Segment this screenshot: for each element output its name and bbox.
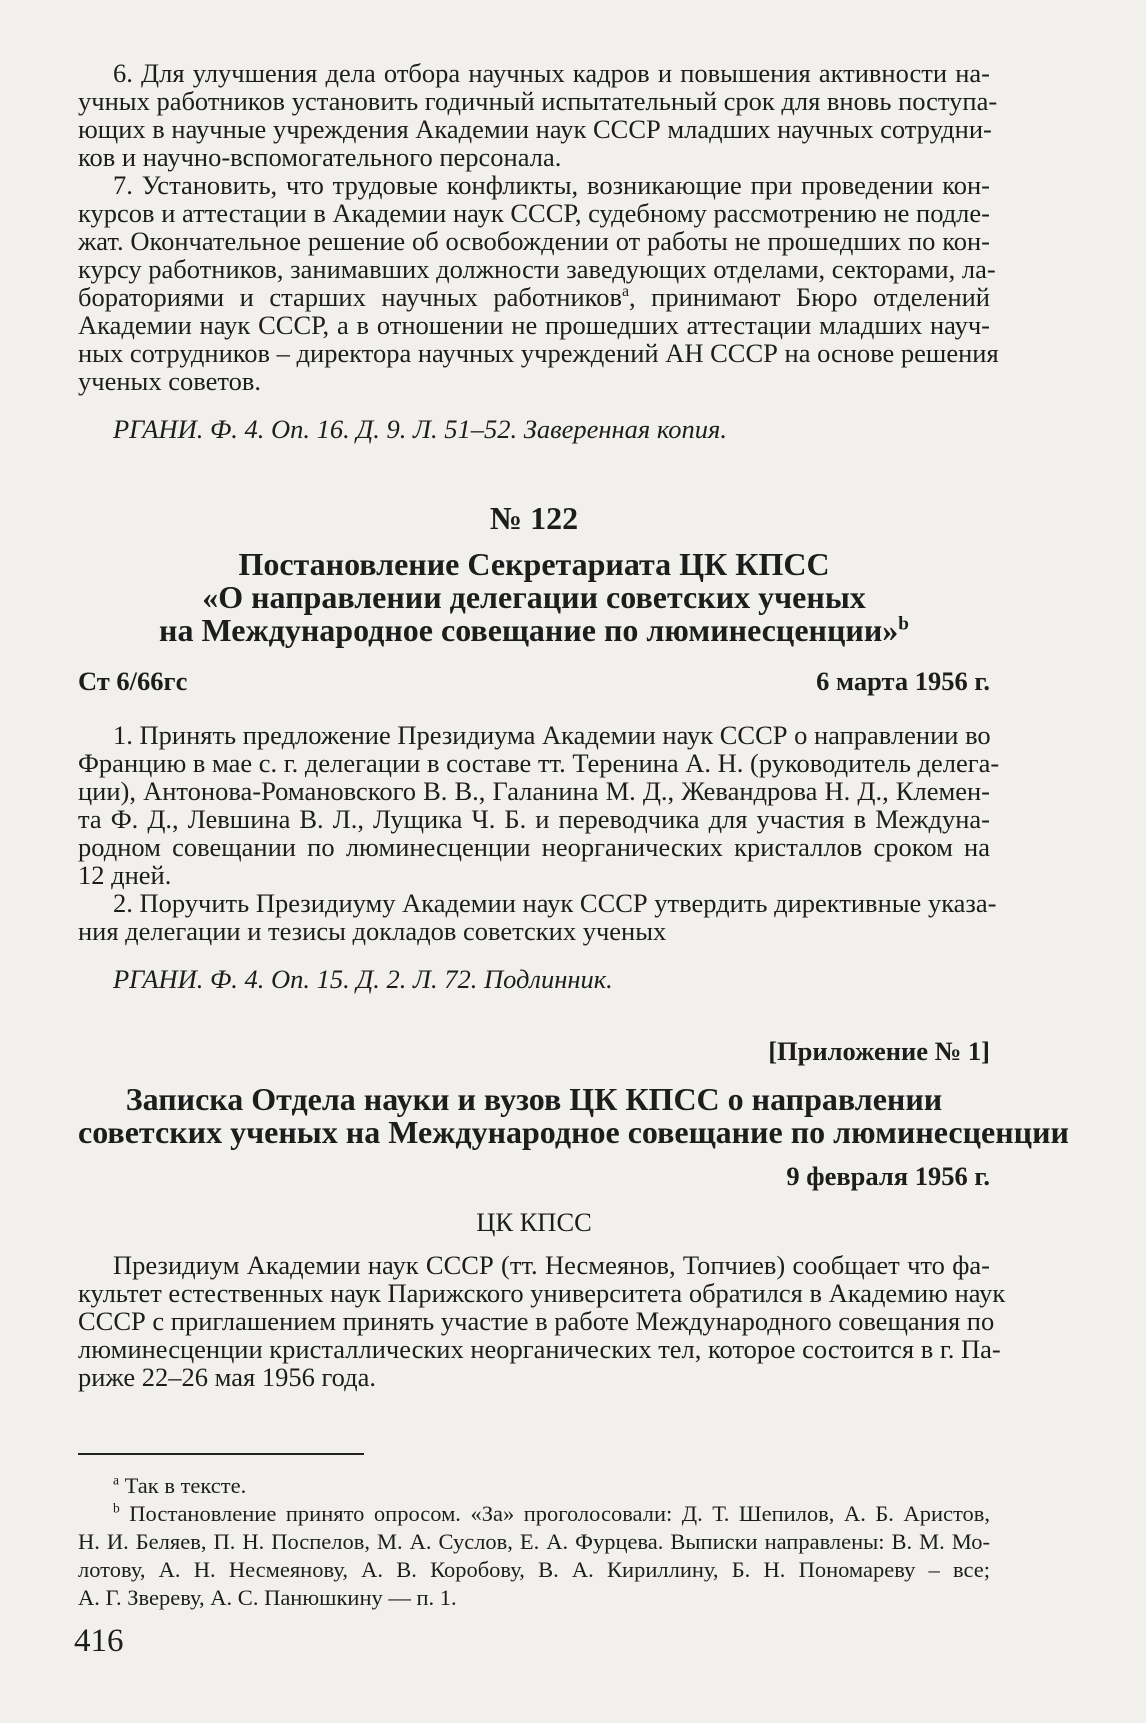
text-line: курсов и аттестации в Академии наук СССР, судебному рассмотрению не подле- [78,198,990,228]
footnote-mark-a: а [621,283,630,301]
text-line: 2. Поручить Президиуму Академии наук СССР утвердить директивные указа- [113,888,997,918]
document-reference: Ст 6/66гс [78,666,188,696]
footnote-mark-a: а [113,1472,119,1488]
footnote-divider [78,1453,364,1455]
text-line: учных работников установить годичный испытательный срок для вновь поступа- [78,86,998,116]
appendix-date: 9 февраля 1956 г. [786,1161,990,1191]
footnote-b [113,1500,991,1526]
footnote-a [113,1472,247,1498]
text-line: та Ф. Д., Левшина В. Л., Лущика Ч. Б. и переводчика для участия в Междуна- [78,804,990,834]
text-line: ных сотрудников – директора научных учреждений АН СССР на основе решения [78,338,999,368]
text-line: А. Г. Звереву, А. С. Панюшкину — п. 1. [78,1585,457,1610]
text-fragment: бораториями и старших научных работников [78,282,622,312]
appendix-title-line: Записка Отдела науки и вузов ЦК КПСС о направлении [125,1081,943,1117]
text-line: люминесценции кристаллических неорганических тел, которое состоится в г. Па- [78,1334,1001,1364]
footnote-text: Постановление принято опросом. «За» проголосовали: Д. Т. Шепилов, А. Б. Аристов, [129,1501,991,1526]
text-line: СССР с приглашением принять участие в работе Международного совещания по [78,1306,995,1336]
document-date: 6 марта 1956 г. [816,666,990,696]
text-line: ков и научно-вспомогательного персонала. [78,142,562,172]
text-line: риже 22–26 мая 1956 года. [78,1362,377,1392]
document-title-line: Постановление Секретариата ЦК КПСС [238,546,830,582]
appendix-title-line: советских ученых на Международное совещание по люминесценции [78,1114,1069,1150]
document-title-line [78,614,990,646]
text-line: 1. Принять предложение Президиума Академии наук СССР о направлении во [113,720,991,750]
archive-source: РГАНИ. Ф. 4. Оп. 16. Д. 9. Л. 51–52. Заверенная копия. [113,414,727,444]
appendix-label: [Приложение № 1] [768,1036,990,1066]
text-line: ния делегации и тезисы докладов советских ученых [78,916,667,946]
text-line: 7. Установить, что трудовые конфликты, возникающие при проведении кон- [113,170,990,200]
text-line: 12 дней. [78,860,172,890]
text-line: лотову, А. Н. Несмеянову, А. В. Коробову, В. А. Кириллину, Б. Н. Пономареву – все; [78,1557,990,1582]
text-line: ющих в научные учреждения Академии наук СССР младших научных сотрудни- [78,114,992,144]
page-number: 416 [74,1623,124,1659]
text-line: родном совещании по люминесценции неорганических кристаллов сроком на [78,832,990,862]
text-line: ции), Антонова-Романовского В. В., Галанина М. Д., Жевандрова Н. Д., Клемен- [78,776,990,806]
text-line [78,284,990,311]
footnote-text: Так в тексте. [124,1473,247,1498]
text-fragment: на Международное совещание по люминесценции» [159,612,899,648]
text-line: Францию в мае с. г. делегации в составе тт. Теренина А. Н. (руководитель делега- [78,748,1000,778]
text-line: курсу работников, занимавших должности заведующих отделами, секторами, ла- [78,254,996,284]
text-line: ученых советов. [78,366,261,396]
addressee: ЦК КПСС [476,1207,592,1237]
text-fragment: , принимают Бюро отделений [629,282,990,312]
text-line: 6. Для улучшения дела отбора научных кадров и повышения активности на- [113,58,990,88]
footnote-mark-b: b [113,1500,120,1516]
text-line: жат. Окончательное решение об освобождении от работы не прошедших по кон- [78,226,990,256]
text-line: Академии наук СССР, а в отношении не прошедших аттестации младших науч- [78,310,990,340]
text-line: культет естественных наук Парижского университета обратился в Академию наук [78,1278,1006,1308]
text-line: Президиум Академии наук СССР (тт. Несмеянов, Топчиев) сообщает что фа- [113,1250,990,1280]
text-line: Н. И. Беляев, П. Н. Поспелов, М. А. Суслов, Е. А. Фурцева. Выписки направлены: В. М. Мо- [78,1529,990,1554]
document-number: № 122 [489,500,579,536]
archive-source: РГАНИ. Ф. 4. Оп. 15. Д. 2. Л. 72. Подлинник. [113,964,613,994]
document-title-line: «О направлении делегации советских ученых [202,579,866,615]
footnote-mark-b: b [898,613,909,635]
